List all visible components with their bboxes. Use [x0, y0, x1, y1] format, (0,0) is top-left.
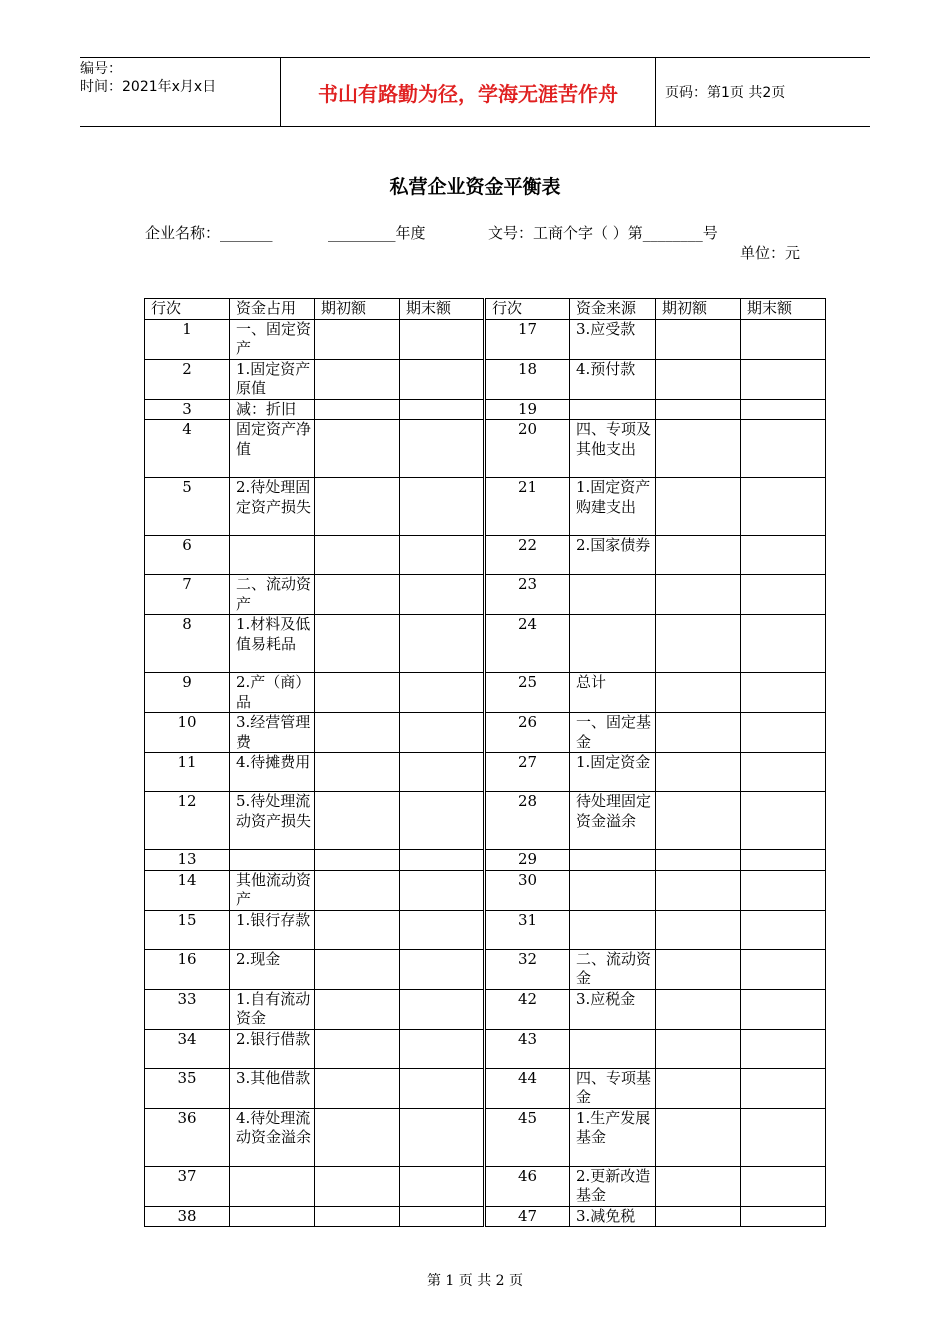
- closing-amount-left: [400, 910, 485, 949]
- closing-amount-left: [400, 792, 485, 850]
- unit-label: 单位：元: [740, 244, 801, 262]
- table-row: [145, 753, 826, 792]
- closing-amount-left: [400, 1068, 485, 1108]
- asset-item-label: 2.现金: [230, 949, 315, 989]
- opening-amount-right: [656, 575, 741, 615]
- motto: 书山有路勤为径，学海无涯苦作舟: [280, 58, 656, 126]
- opening-amount-left: [315, 1166, 400, 1206]
- closing-amount-left: [400, 673, 485, 713]
- source-item-label: 3.减免税: [570, 1206, 656, 1227]
- closing-amount-right: [741, 1166, 826, 1206]
- source-item-label: [570, 399, 656, 420]
- asset-item-label: [230, 1206, 315, 1227]
- time-label: 时间：2021年x月x日: [80, 79, 217, 95]
- closing-amount-left: [400, 949, 485, 989]
- table-row: [145, 910, 826, 949]
- row-number-right: 25: [485, 673, 570, 713]
- closing-amount-right: [741, 850, 826, 871]
- opening-amount-right: [656, 1108, 741, 1166]
- opening-amount-right: [656, 478, 741, 536]
- row-number-right: 22: [485, 536, 570, 575]
- closing-amount-left: [400, 615, 485, 673]
- source-item-label: 一、固定基金: [570, 713, 656, 753]
- closing-amount-right: [741, 1068, 826, 1108]
- opening-amount-left: [315, 615, 400, 673]
- row-number-right: 18: [485, 359, 570, 399]
- header-cell: 资金来源: [570, 299, 656, 320]
- closing-amount-right: [741, 536, 826, 575]
- row-number-left: 9: [145, 673, 230, 713]
- table-row: [145, 870, 826, 910]
- row-number-right: 17: [485, 319, 570, 359]
- source-item-label: 2.更新改造基金: [570, 1166, 656, 1206]
- row-number-right: 27: [485, 753, 570, 792]
- opening-amount-right: [656, 753, 741, 792]
- table-row: [145, 713, 826, 753]
- header-cell: 资金占用: [230, 299, 315, 320]
- source-item-label: 1.固定资金: [570, 753, 656, 792]
- table-row: [145, 536, 826, 575]
- opening-amount-left: [315, 575, 400, 615]
- row-number-right: 26: [485, 713, 570, 753]
- row-number-left: 14: [145, 870, 230, 910]
- row-number-left: 36: [145, 1108, 230, 1166]
- opening-amount-left: [315, 949, 400, 989]
- opening-amount-left: [315, 870, 400, 910]
- closing-amount-left: [400, 1206, 485, 1227]
- closing-amount-right: [741, 713, 826, 753]
- header-left: [80, 58, 280, 126]
- row-number-right: 46: [485, 1166, 570, 1206]
- closing-amount-right: [741, 359, 826, 399]
- row-number-right: 43: [485, 1029, 570, 1068]
- opening-amount-left: [315, 1068, 400, 1108]
- source-item-label: 1.生产发展基金: [570, 1108, 656, 1166]
- row-number-left: 37: [145, 1166, 230, 1206]
- header-cell: 期末额: [400, 299, 485, 320]
- asset-item-label: 3.经营管理费: [230, 713, 315, 753]
- asset-item-label: 2.产（商）品: [230, 673, 315, 713]
- opening-amount-left: [315, 319, 400, 359]
- source-item-label: [570, 575, 656, 615]
- opening-amount-right: [656, 1068, 741, 1108]
- table-row: [145, 673, 826, 713]
- opening-amount-left: [315, 1029, 400, 1068]
- asset-item-label: 2.银行借款: [230, 1029, 315, 1068]
- asset-item-label: 1.自有流动资金: [230, 989, 315, 1029]
- asset-item-label: 1.固定资产原值: [230, 359, 315, 399]
- closing-amount-left: [400, 399, 485, 420]
- number-label: 编号：: [80, 61, 122, 77]
- source-item-label: 3.应税金: [570, 989, 656, 1029]
- doc-number-field: 文号：工商个字（ ）第________号: [488, 224, 718, 242]
- row-number-left: 38: [145, 1206, 230, 1227]
- closing-amount-right: [741, 910, 826, 949]
- closing-amount-right: [741, 949, 826, 989]
- opening-amount-left: [315, 1206, 400, 1227]
- opening-amount-left: [315, 359, 400, 399]
- source-item-label: [570, 1029, 656, 1068]
- opening-amount-left: [315, 792, 400, 850]
- row-number-left: 15: [145, 910, 230, 949]
- table-row: [145, 850, 826, 871]
- row-number-right: 23: [485, 575, 570, 615]
- table-row: [145, 1068, 826, 1108]
- table-row: [145, 1206, 826, 1227]
- row-number-right: 44: [485, 1068, 570, 1108]
- row-number-left: 4: [145, 420, 230, 478]
- opening-amount-left: [315, 1108, 400, 1166]
- source-item-label: [570, 870, 656, 910]
- asset-item-label: [230, 850, 315, 871]
- closing-amount-right: [741, 319, 826, 359]
- closing-amount-right: [741, 989, 826, 1029]
- opening-amount-left: [315, 673, 400, 713]
- closing-amount-right: [741, 1029, 826, 1068]
- table-row: [145, 1029, 826, 1068]
- closing-amount-left: [400, 1166, 485, 1206]
- opening-amount-right: [656, 949, 741, 989]
- row-number-right: 21: [485, 478, 570, 536]
- asset-item-label: 一、固定资产: [230, 319, 315, 359]
- table-row: [145, 575, 826, 615]
- row-number-right: 45: [485, 1108, 570, 1166]
- row-number-left: 33: [145, 989, 230, 1029]
- opening-amount-left: [315, 713, 400, 753]
- closing-amount-left: [400, 575, 485, 615]
- row-number-left: 16: [145, 949, 230, 989]
- row-number-right: 28: [485, 792, 570, 850]
- table-row: [145, 478, 826, 536]
- closing-amount-left: [400, 319, 485, 359]
- closing-amount-left: [400, 753, 485, 792]
- row-number-right: 30: [485, 870, 570, 910]
- table-row: [145, 1166, 826, 1206]
- closing-amount-right: [741, 478, 826, 536]
- row-number-left: 2: [145, 359, 230, 399]
- row-number-left: 13: [145, 850, 230, 871]
- closing-amount-right: [741, 399, 826, 420]
- asset-item-label: 减：折旧: [230, 399, 315, 420]
- page-info: 页码：第1页 共2页: [665, 85, 786, 101]
- row-number-right: 19: [485, 399, 570, 420]
- table-row: [145, 399, 826, 420]
- opening-amount-right: [656, 420, 741, 478]
- table-header-row: [145, 299, 826, 320]
- closing-amount-left: [400, 1108, 485, 1166]
- asset-item-label: 二、流动资产: [230, 575, 315, 615]
- balance-table: [144, 298, 826, 1227]
- source-item-label: 2.国家债券: [570, 536, 656, 575]
- closing-amount-right: [741, 870, 826, 910]
- table-row: [145, 1108, 826, 1166]
- row-number-right: 47: [485, 1206, 570, 1227]
- row-number-left: 35: [145, 1068, 230, 1108]
- closing-amount-left: [400, 713, 485, 753]
- year-field: _________年度: [328, 224, 426, 242]
- closing-amount-left: [400, 359, 485, 399]
- header-cell: 期初额: [315, 299, 400, 320]
- opening-amount-left: [315, 753, 400, 792]
- opening-amount-left: [315, 478, 400, 536]
- source-item-label: 待处理固定资金溢余: [570, 792, 656, 850]
- table-row: [145, 949, 826, 989]
- row-number-left: 11: [145, 753, 230, 792]
- opening-amount-left: [315, 420, 400, 478]
- row-number-left: 12: [145, 792, 230, 850]
- header-cell: 期初额: [656, 299, 741, 320]
- opening-amount-left: [315, 989, 400, 1029]
- table-row: [145, 359, 826, 399]
- closing-amount-left: [400, 850, 485, 871]
- asset-item-label: 4.待摊费用: [230, 753, 315, 792]
- header-cell: 行次: [145, 299, 230, 320]
- row-number-left: 3: [145, 399, 230, 420]
- table-row: [145, 989, 826, 1029]
- source-item-label: 二、流动资金: [570, 949, 656, 989]
- row-number-right: 24: [485, 615, 570, 673]
- closing-amount-right: [741, 1108, 826, 1166]
- source-item-label: [570, 910, 656, 949]
- opening-amount-right: [656, 673, 741, 713]
- source-item-label: 4.预付款: [570, 359, 656, 399]
- row-number-right: 29: [485, 850, 570, 871]
- opening-amount-right: [656, 713, 741, 753]
- asset-item-label: 3.其他借款: [230, 1068, 315, 1108]
- opening-amount-right: [656, 850, 741, 871]
- closing-amount-left: [400, 420, 485, 478]
- asset-item-label: [230, 536, 315, 575]
- page-header: [80, 57, 870, 127]
- closing-amount-right: [741, 575, 826, 615]
- opening-amount-right: [656, 910, 741, 949]
- closing-amount-left: [400, 536, 485, 575]
- source-item-label: [570, 615, 656, 673]
- source-item-label: 3.应受款: [570, 319, 656, 359]
- asset-item-label: 1.银行存款: [230, 910, 315, 949]
- row-number-left: 7: [145, 575, 230, 615]
- source-item-label: [570, 850, 656, 871]
- opening-amount-left: [315, 399, 400, 420]
- asset-item-label: [230, 1166, 315, 1206]
- asset-item-label: 4.待处理流动资金溢余: [230, 1108, 315, 1166]
- source-item-label: 总计: [570, 673, 656, 713]
- page-title: 私营企业资金平衡表: [389, 176, 561, 198]
- closing-amount-right: [741, 673, 826, 713]
- row-number-left: 34: [145, 1029, 230, 1068]
- row-number-right: 31: [485, 910, 570, 949]
- row-number-right: 42: [485, 989, 570, 1029]
- closing-amount-left: [400, 989, 485, 1029]
- opening-amount-left: [315, 910, 400, 949]
- closing-amount-left: [400, 1029, 485, 1068]
- company-name-field: 企业名称：_______: [145, 224, 273, 242]
- table-row: [145, 420, 826, 478]
- closing-amount-left: [400, 870, 485, 910]
- opening-amount-right: [656, 1166, 741, 1206]
- closing-amount-right: [741, 792, 826, 850]
- opening-amount-left: [315, 536, 400, 575]
- opening-amount-right: [656, 536, 741, 575]
- row-number-left: 8: [145, 615, 230, 673]
- opening-amount-right: [656, 319, 741, 359]
- asset-item-label: 5.待处理流动资产损失: [230, 792, 315, 850]
- row-number-left: 1: [145, 319, 230, 359]
- asset-item-label: 1.材料及低值易耗品: [230, 615, 315, 673]
- table-row: [145, 319, 826, 359]
- closing-amount-left: [400, 478, 485, 536]
- row-number-right: 20: [485, 420, 570, 478]
- opening-amount-right: [656, 399, 741, 420]
- row-number-left: 6: [145, 536, 230, 575]
- opening-amount-right: [656, 870, 741, 910]
- opening-amount-right: [656, 1206, 741, 1227]
- opening-amount-right: [656, 615, 741, 673]
- asset-item-label: 其他流动资产: [230, 870, 315, 910]
- page-footer: 第 1 页 共 2 页: [426, 1273, 524, 1289]
- closing-amount-right: [741, 1206, 826, 1227]
- asset-item-label: 固定资产净值: [230, 420, 315, 478]
- closing-amount-right: [741, 615, 826, 673]
- opening-amount-right: [656, 792, 741, 850]
- header-cell: 行次: [485, 299, 570, 320]
- asset-item-label: 2.待处理固定资产损失: [230, 478, 315, 536]
- row-number-left: 10: [145, 713, 230, 753]
- source-item-label: 1.固定资产购建支出: [570, 478, 656, 536]
- table-row: [145, 615, 826, 673]
- header-cell: 期末额: [741, 299, 826, 320]
- row-number-left: 5: [145, 478, 230, 536]
- closing-amount-right: [741, 753, 826, 792]
- table-row: [145, 792, 826, 850]
- closing-amount-right: [741, 420, 826, 478]
- opening-amount-right: [656, 359, 741, 399]
- source-item-label: 四、专项及其他支出: [570, 420, 656, 478]
- opening-amount-right: [656, 989, 741, 1029]
- source-item-label: 四、专项基金: [570, 1068, 656, 1108]
- row-number-right: 32: [485, 949, 570, 989]
- opening-amount-left: [315, 850, 400, 871]
- opening-amount-right: [656, 1029, 741, 1068]
